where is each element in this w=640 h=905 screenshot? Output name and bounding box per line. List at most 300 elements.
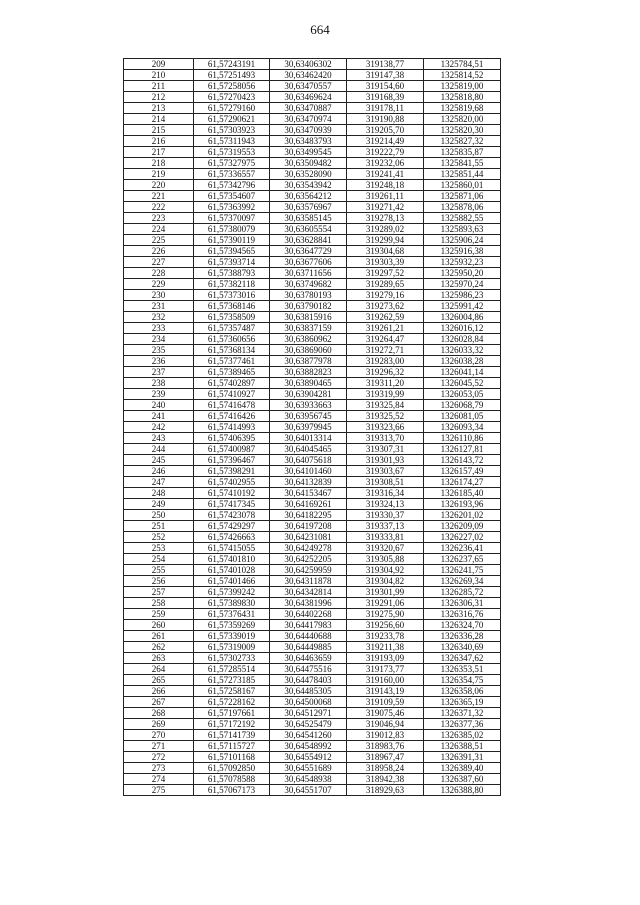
- y-coordinate-cell: 1325878,06: [424, 202, 501, 213]
- latitude-cell: 61,57078588: [194, 774, 270, 785]
- longitude-cell: 30,63711656: [270, 268, 347, 279]
- latitude-cell: 61,57363992: [194, 202, 270, 213]
- latitude-cell: 61,57377461: [194, 356, 270, 367]
- point-number-cell: 214: [124, 114, 194, 125]
- point-number-cell: 215: [124, 125, 194, 136]
- latitude-cell: 61,57389830: [194, 598, 270, 609]
- latitude-cell: 61,57368146: [194, 301, 270, 312]
- y-coordinate-cell: 1326353,51: [424, 664, 501, 675]
- y-coordinate-cell: 1325820,30: [424, 125, 501, 136]
- y-coordinate-cell: 1326110,86: [424, 433, 501, 444]
- point-number-cell: 235: [124, 345, 194, 356]
- table-row: [124, 587, 501, 598]
- latitude-cell: 61,57101168: [194, 752, 270, 763]
- y-coordinate-cell: 1326324,70: [424, 620, 501, 631]
- x-coordinate-cell: 319275,90: [347, 609, 424, 620]
- point-number-cell: 245: [124, 455, 194, 466]
- y-coordinate-cell: 1325818,80: [424, 92, 501, 103]
- longitude-cell: 30,63837159: [270, 323, 347, 334]
- table-row: [124, 158, 501, 169]
- point-number-cell: 259: [124, 609, 194, 620]
- point-number-cell: 265: [124, 675, 194, 686]
- latitude-cell: 61,57342796: [194, 180, 270, 191]
- longitude-cell: 30,63882823: [270, 367, 347, 378]
- latitude-cell: 61,57303923: [194, 125, 270, 136]
- y-coordinate-cell: 1326236,41: [424, 543, 501, 554]
- table-row: [124, 367, 501, 378]
- table-row: [124, 378, 501, 389]
- x-coordinate-cell: 319241,41: [347, 169, 424, 180]
- latitude-cell: 61,57243191: [194, 59, 270, 70]
- latitude-cell: 61,57258056: [194, 81, 270, 92]
- longitude-cell: 30,64548938: [270, 774, 347, 785]
- longitude-cell: 30,63749682: [270, 279, 347, 290]
- x-coordinate-cell: 319325,52: [347, 411, 424, 422]
- x-coordinate-cell: 319233,78: [347, 631, 424, 642]
- y-coordinate-cell: 1326388,51: [424, 741, 501, 752]
- latitude-cell: 61,57360656: [194, 334, 270, 345]
- point-number-cell: 272: [124, 752, 194, 763]
- latitude-cell: 61,57370097: [194, 213, 270, 224]
- x-coordinate-cell: 319301,99: [347, 587, 424, 598]
- longitude-cell: 30,63564212: [270, 191, 347, 202]
- latitude-cell: 61,57401028: [194, 565, 270, 576]
- point-number-cell: 264: [124, 664, 194, 675]
- latitude-cell: 61,57228162: [194, 697, 270, 708]
- longitude-cell: 30,64440688: [270, 631, 347, 642]
- latitude-cell: 61,57327975: [194, 158, 270, 169]
- y-coordinate-cell: 1325814,52: [424, 70, 501, 81]
- longitude-cell: 30,64500068: [270, 697, 347, 708]
- longitude-cell: 30,64478403: [270, 675, 347, 686]
- table-row: [124, 433, 501, 444]
- latitude-cell: 61,57414993: [194, 422, 270, 433]
- point-number-cell: 212: [124, 92, 194, 103]
- latitude-cell: 61,57172192: [194, 719, 270, 730]
- longitude-cell: 30,63677606: [270, 257, 347, 268]
- y-coordinate-cell: 1326143,72: [424, 455, 501, 466]
- x-coordinate-cell: 318983,76: [347, 741, 424, 752]
- x-coordinate-cell: 319319,99: [347, 389, 424, 400]
- latitude-cell: 61,57270423: [194, 92, 270, 103]
- latitude-cell: 61,57396467: [194, 455, 270, 466]
- longitude-cell: 30,63860962: [270, 334, 347, 345]
- table-row: [124, 499, 501, 510]
- table-row: [124, 609, 501, 620]
- longitude-cell: 30,64075618: [270, 455, 347, 466]
- point-number-cell: 270: [124, 730, 194, 741]
- longitude-cell: 30,63509482: [270, 158, 347, 169]
- point-number-cell: 269: [124, 719, 194, 730]
- y-coordinate-cell: 1325835,87: [424, 147, 501, 158]
- point-number-cell: 242: [124, 422, 194, 433]
- table-row: [124, 356, 501, 367]
- x-coordinate-cell: 319222,79: [347, 147, 424, 158]
- point-number-cell: 222: [124, 202, 194, 213]
- longitude-cell: 30,64101460: [270, 466, 347, 477]
- longitude-cell: 30,63979945: [270, 422, 347, 433]
- point-number-cell: 216: [124, 136, 194, 147]
- table-row: [124, 664, 501, 675]
- table-row: [124, 400, 501, 411]
- table-row: [124, 730, 501, 741]
- longitude-cell: 30,64512971: [270, 708, 347, 719]
- table-row: [124, 455, 501, 466]
- y-coordinate-cell: 1325950,20: [424, 268, 501, 279]
- point-number-cell: 263: [124, 653, 194, 664]
- y-coordinate-cell: 1325827,32: [424, 136, 501, 147]
- y-coordinate-cell: 1326389,40: [424, 763, 501, 774]
- longitude-cell: 30,64417983: [270, 620, 347, 631]
- y-coordinate-cell: 1325851,44: [424, 169, 501, 180]
- point-number-cell: 254: [124, 554, 194, 565]
- y-coordinate-cell: 1326041,14: [424, 367, 501, 378]
- x-coordinate-cell: 319289,65: [347, 279, 424, 290]
- x-coordinate-cell: 319278,13: [347, 213, 424, 224]
- longitude-cell: 30,63470887: [270, 103, 347, 114]
- point-number-cell: 225: [124, 235, 194, 246]
- latitude-cell: 61,57400987: [194, 444, 270, 455]
- longitude-cell: 30,64013314: [270, 433, 347, 444]
- y-coordinate-cell: 1326371,32: [424, 708, 501, 719]
- table-row: [124, 774, 501, 785]
- point-number-cell: 219: [124, 169, 194, 180]
- x-coordinate-cell: 319303,39: [347, 257, 424, 268]
- point-number-cell: 250: [124, 510, 194, 521]
- y-coordinate-cell: 1326209,09: [424, 521, 501, 532]
- latitude-cell: 61,57402897: [194, 378, 270, 389]
- table-row: [124, 213, 501, 224]
- y-coordinate-cell: 1326227,02: [424, 532, 501, 543]
- table-row: [124, 257, 501, 268]
- table-row: [124, 752, 501, 763]
- point-number-cell: 213: [124, 103, 194, 114]
- table-row: [124, 642, 501, 653]
- table-row: [124, 708, 501, 719]
- x-coordinate-cell: 319304,68: [347, 246, 424, 257]
- x-coordinate-cell: 319325,84: [347, 400, 424, 411]
- point-number-cell: 261: [124, 631, 194, 642]
- x-coordinate-cell: 319154,60: [347, 81, 424, 92]
- y-coordinate-cell: 1325860,01: [424, 180, 501, 191]
- longitude-cell: 30,63605554: [270, 224, 347, 235]
- point-number-cell: 243: [124, 433, 194, 444]
- longitude-cell: 30,64153467: [270, 488, 347, 499]
- latitude-cell: 61,57415055: [194, 543, 270, 554]
- table-row: [124, 345, 501, 356]
- x-coordinate-cell: 319323,66: [347, 422, 424, 433]
- y-coordinate-cell: 1326033,32: [424, 345, 501, 356]
- table-row: [124, 686, 501, 697]
- longitude-cell: 30,63462420: [270, 70, 347, 81]
- table-row: [124, 565, 501, 576]
- table-row: [124, 521, 501, 532]
- table-row: [124, 554, 501, 565]
- longitude-cell: 30,63790182: [270, 301, 347, 312]
- point-number-cell: 229: [124, 279, 194, 290]
- point-number-cell: 267: [124, 697, 194, 708]
- x-coordinate-cell: 319273,62: [347, 301, 424, 312]
- point-number-cell: 273: [124, 763, 194, 774]
- y-coordinate-cell: 1326340,69: [424, 642, 501, 653]
- latitude-cell: 61,57410927: [194, 389, 270, 400]
- table-row: [124, 268, 501, 279]
- x-coordinate-cell: 319324,13: [347, 499, 424, 510]
- longitude-cell: 30,64449885: [270, 642, 347, 653]
- table-row: [124, 125, 501, 136]
- point-number-cell: 258: [124, 598, 194, 609]
- x-coordinate-cell: 319143,19: [347, 686, 424, 697]
- table-row: [124, 246, 501, 257]
- x-coordinate-cell: 319289,02: [347, 224, 424, 235]
- longitude-cell: 30,63877978: [270, 356, 347, 367]
- longitude-cell: 30,63528090: [270, 169, 347, 180]
- latitude-cell: 61,57390119: [194, 235, 270, 246]
- longitude-cell: 30,64525479: [270, 719, 347, 730]
- point-number-cell: 234: [124, 334, 194, 345]
- coordinates-table: [123, 58, 501, 796]
- x-coordinate-cell: 319320,67: [347, 543, 424, 554]
- longitude-cell: 30,64463659: [270, 653, 347, 664]
- point-number-cell: 253: [124, 543, 194, 554]
- x-coordinate-cell: 319261,11: [347, 191, 424, 202]
- x-coordinate-cell: 319190,88: [347, 114, 424, 125]
- longitude-cell: 30,64259959: [270, 565, 347, 576]
- table-row: [124, 785, 501, 796]
- point-number-cell: 236: [124, 356, 194, 367]
- table-row: [124, 92, 501, 103]
- table-row: [124, 653, 501, 664]
- x-coordinate-cell: 319075,46: [347, 708, 424, 719]
- point-number-cell: 247: [124, 477, 194, 488]
- x-coordinate-cell: 319211,38: [347, 642, 424, 653]
- y-coordinate-cell: 1326354,75: [424, 675, 501, 686]
- latitude-cell: 61,57389465: [194, 367, 270, 378]
- table-row: [124, 81, 501, 92]
- latitude-cell: 61,57067173: [194, 785, 270, 796]
- latitude-cell: 61,57285514: [194, 664, 270, 675]
- longitude-cell: 30,63869060: [270, 345, 347, 356]
- longitude-cell: 30,64548992: [270, 741, 347, 752]
- point-number-cell: 226: [124, 246, 194, 257]
- y-coordinate-cell: 1326045,52: [424, 378, 501, 389]
- y-coordinate-cell: 1325970,24: [424, 279, 501, 290]
- y-coordinate-cell: 1326174,27: [424, 477, 501, 488]
- table-row: [124, 532, 501, 543]
- longitude-cell: 30,63585145: [270, 213, 347, 224]
- point-number-cell: 271: [124, 741, 194, 752]
- table-row: [124, 697, 501, 708]
- latitude-cell: 61,57359269: [194, 620, 270, 631]
- longitude-cell: 30,64342814: [270, 587, 347, 598]
- table-row: [124, 202, 501, 213]
- point-number-cell: 232: [124, 312, 194, 323]
- point-number-cell: 246: [124, 466, 194, 477]
- latitude-cell: 61,57380079: [194, 224, 270, 235]
- longitude-cell: 30,63470939: [270, 125, 347, 136]
- longitude-cell: 30,63406302: [270, 59, 347, 70]
- latitude-cell: 61,57092850: [194, 763, 270, 774]
- x-coordinate-cell: 319248,18: [347, 180, 424, 191]
- latitude-cell: 61,57388793: [194, 268, 270, 279]
- latitude-cell: 61,57311943: [194, 136, 270, 147]
- latitude-cell: 61,57141739: [194, 730, 270, 741]
- x-coordinate-cell: 318942,38: [347, 774, 424, 785]
- longitude-cell: 30,63470974: [270, 114, 347, 125]
- table-row: [124, 290, 501, 301]
- point-number-cell: 244: [124, 444, 194, 455]
- point-number-cell: 275: [124, 785, 194, 796]
- longitude-cell: 30,64311878: [270, 576, 347, 587]
- latitude-cell: 61,57382118: [194, 279, 270, 290]
- point-number-cell: 224: [124, 224, 194, 235]
- latitude-cell: 61,57393714: [194, 257, 270, 268]
- latitude-cell: 61,57115727: [194, 741, 270, 752]
- y-coordinate-cell: 1326241,75: [424, 565, 501, 576]
- longitude-cell: 30,64045465: [270, 444, 347, 455]
- y-coordinate-cell: 1326004,86: [424, 312, 501, 323]
- x-coordinate-cell: 319307,31: [347, 444, 424, 455]
- longitude-cell: 30,63956745: [270, 411, 347, 422]
- table-row: [124, 114, 501, 125]
- latitude-cell: 61,57357487: [194, 323, 270, 334]
- coordinates-table-body: [124, 59, 501, 796]
- point-number-cell: 233: [124, 323, 194, 334]
- point-number-cell: 256: [124, 576, 194, 587]
- y-coordinate-cell: 1326316,76: [424, 609, 501, 620]
- latitude-cell: 61,57373016: [194, 290, 270, 301]
- table-row: [124, 477, 501, 488]
- x-coordinate-cell: 319333,81: [347, 532, 424, 543]
- y-coordinate-cell: 1326028,84: [424, 334, 501, 345]
- y-coordinate-cell: 1326193,96: [424, 499, 501, 510]
- y-coordinate-cell: 1326358,06: [424, 686, 501, 697]
- point-number-cell: 238: [124, 378, 194, 389]
- longitude-cell: 30,63543942: [270, 180, 347, 191]
- point-number-cell: 223: [124, 213, 194, 224]
- point-number-cell: 274: [124, 774, 194, 785]
- x-coordinate-cell: 319173,77: [347, 664, 424, 675]
- longitude-cell: 30,64554912: [270, 752, 347, 763]
- x-coordinate-cell: 319256,60: [347, 620, 424, 631]
- x-coordinate-cell: 319261,21: [347, 323, 424, 334]
- longitude-cell: 30,63890465: [270, 378, 347, 389]
- y-coordinate-cell: 1326269,34: [424, 576, 501, 587]
- longitude-cell: 30,63815916: [270, 312, 347, 323]
- point-number-cell: 268: [124, 708, 194, 719]
- latitude-cell: 61,57417345: [194, 499, 270, 510]
- y-coordinate-cell: 1326185,40: [424, 488, 501, 499]
- y-coordinate-cell: 1326127,81: [424, 444, 501, 455]
- table-row: [124, 59, 501, 70]
- y-coordinate-cell: 1326391,31: [424, 752, 501, 763]
- table-row: [124, 180, 501, 191]
- longitude-cell: 30,64231081: [270, 532, 347, 543]
- latitude-cell: 61,57258167: [194, 686, 270, 697]
- x-coordinate-cell: 319311,20: [347, 378, 424, 389]
- longitude-cell: 30,64402268: [270, 609, 347, 620]
- table-row: [124, 422, 501, 433]
- table-row: [124, 466, 501, 477]
- point-number-cell: 217: [124, 147, 194, 158]
- latitude-cell: 61,57319553: [194, 147, 270, 158]
- y-coordinate-cell: 1325882,55: [424, 213, 501, 224]
- x-coordinate-cell: 319272,71: [347, 345, 424, 356]
- y-coordinate-cell: 1326201,02: [424, 510, 501, 521]
- longitude-cell: 30,64541260: [270, 730, 347, 741]
- latitude-cell: 61,57416478: [194, 400, 270, 411]
- point-number-cell: 255: [124, 565, 194, 576]
- point-number-cell: 230: [124, 290, 194, 301]
- y-coordinate-cell: 1325906,24: [424, 235, 501, 246]
- table-row: [124, 444, 501, 455]
- table-row: [124, 301, 501, 312]
- table-row: [124, 103, 501, 114]
- x-coordinate-cell: 319232,06: [347, 158, 424, 169]
- y-coordinate-cell: 1326285,72: [424, 587, 501, 598]
- x-coordinate-cell: 319012,83: [347, 730, 424, 741]
- longitude-cell: 30,63647729: [270, 246, 347, 257]
- x-coordinate-cell: 319303,67: [347, 466, 424, 477]
- x-coordinate-cell: 319305,88: [347, 554, 424, 565]
- longitude-cell: 30,63933663: [270, 400, 347, 411]
- point-number-cell: 266: [124, 686, 194, 697]
- point-number-cell: 218: [124, 158, 194, 169]
- point-number-cell: 220: [124, 180, 194, 191]
- x-coordinate-cell: 319299,94: [347, 235, 424, 246]
- table-row: [124, 631, 501, 642]
- x-coordinate-cell: 319193,09: [347, 653, 424, 664]
- point-number-cell: 262: [124, 642, 194, 653]
- y-coordinate-cell: 1325820,00: [424, 114, 501, 125]
- table-row: [124, 488, 501, 499]
- x-coordinate-cell: 319301,93: [347, 455, 424, 466]
- y-coordinate-cell: 1325784,51: [424, 59, 501, 70]
- table-row: [124, 169, 501, 180]
- y-coordinate-cell: 1326093,34: [424, 422, 501, 433]
- longitude-cell: 30,63628841: [270, 235, 347, 246]
- table-row: [124, 235, 501, 246]
- longitude-cell: 30,63483793: [270, 136, 347, 147]
- y-coordinate-cell: 1326068,79: [424, 400, 501, 411]
- y-coordinate-cell: 1326081,05: [424, 411, 501, 422]
- longitude-cell: 30,64485305: [270, 686, 347, 697]
- table-row: [124, 598, 501, 609]
- page-number: 664: [310, 22, 330, 37]
- latitude-cell: 61,57319009: [194, 642, 270, 653]
- y-coordinate-cell: 1326306,31: [424, 598, 501, 609]
- y-coordinate-cell: 1326053,05: [424, 389, 501, 400]
- x-coordinate-cell: 319271,42: [347, 202, 424, 213]
- longitude-cell: 30,64249278: [270, 543, 347, 554]
- y-coordinate-cell: 1326377,36: [424, 719, 501, 730]
- table-row: [124, 411, 501, 422]
- latitude-cell: 61,57398291: [194, 466, 270, 477]
- x-coordinate-cell: 318929,63: [347, 785, 424, 796]
- latitude-cell: 61,57336557: [194, 169, 270, 180]
- latitude-cell: 61,57251493: [194, 70, 270, 81]
- x-coordinate-cell: 319109,59: [347, 697, 424, 708]
- y-coordinate-cell: 1326365,19: [424, 697, 501, 708]
- y-coordinate-cell: 1326336,28: [424, 631, 501, 642]
- x-coordinate-cell: 319330,37: [347, 510, 424, 521]
- latitude-cell: 61,57358509: [194, 312, 270, 323]
- y-coordinate-cell: 1325819,68: [424, 103, 501, 114]
- table-row: [124, 741, 501, 752]
- x-coordinate-cell: 319313,70: [347, 433, 424, 444]
- table-row: [124, 136, 501, 147]
- longitude-cell: 30,64132839: [270, 477, 347, 488]
